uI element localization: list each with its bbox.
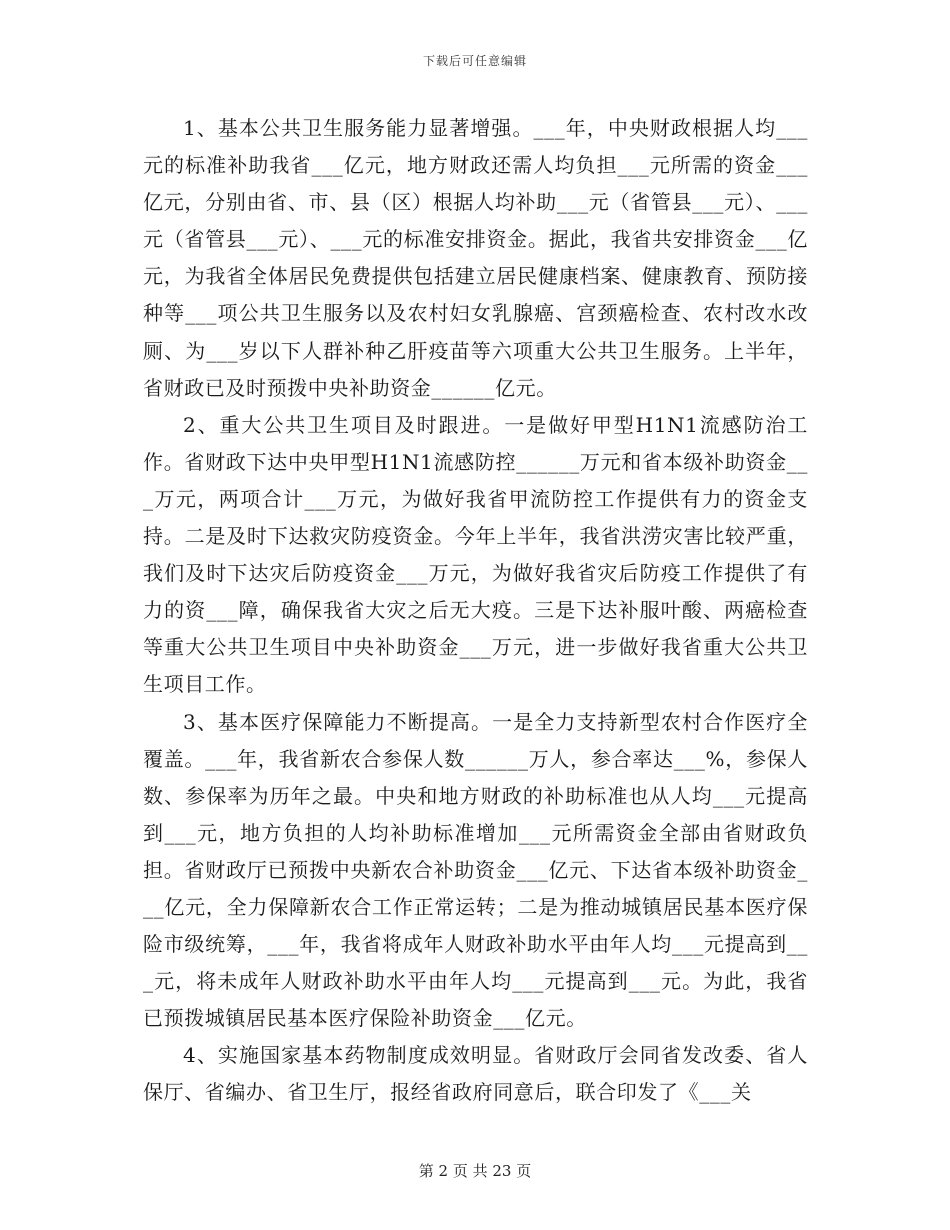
document-body	[143, 110, 808, 1112]
paragraph-4: 4、实施国家基本药物制度成效明显。省财政厅会同省发改委、省人保厅、省编办、省卫生厅，报经省政府同意后，联合印发了《___关	[143, 1043, 808, 1105]
paragraph-2: 2、重大公共卫生项目及时跟进。一是做好甲型H1N1流感防治工作。省财政下达中央甲型H1N1流感防控______万元和省本级补助资金___万元，两项合计___万元，为做好我省甲流防控工作提供有力的资金支持。二是及时下达救灾防疫资金。今年上半年，我省洪涝灾害比较严重，我们及时下达灾后防疫资金___万元，为做好我省灾后防疫工作提供了有力的资___障，确保我省大灾之后无大疫。三是下达补服叶酸、两癌检查等重大公共卫生项目中央补助资金___万元，进一步做好我省重大公共卫生项目工作。	[143, 412, 808, 697]
page-header: 下载后可任意编辑	[422, 54, 527, 68]
paragraph-3: 3、基本医疗保障能力不断提高。一是全力支持新型农村合作医疗全覆盖。___年，我省新农合参保人数______万人，参合率达___%，参保人数、参保率为历年之最。中央和地方财政的补助标准也从人均___元提高到___元，地方负担的人均补助标准增加___元所需资金全部由省财政负担。省财政厅已预拨中央新农合补助资金___亿元、下达省本级补助资金___亿元，全力保障新农合工作正常运转；二是为推动城镇居民基本医疗保险市级统筹，___年，我省将成年人财政补助水平由年人均___元提高到___元，将未成年人财政补助水平由年人均___元提高到___元。为此，我省已预拨城镇居民基本医疗保险补助资金___亿元。	[143, 709, 808, 1031]
paragraph-1: 1、基本公共卫生服务能力显著增强。___年，中央财政根据人均___元的标准补助我省___亿元，地方财政还需人均负担___元所需的资金___亿元，分别由省、市、县（区）根据人均补助___元（省管县___元）、___元（省管县___元）、___元的标准安排资金。据此，我省共安排资金___亿元，为我省全体居民免费提供包括建立居民健康档案、健康教育、预防接种等___项公共卫生服务以及农村妇女乳腺癌、宫颈癌检查、农村改水改厕、为___岁以下人群补种乙肝疫苗等六项重大公共卫生服务。上半年，省财政已及时预拨中央补助资金______亿元。	[143, 116, 808, 400]
page-footer: 第 2 页 共 23 页	[418, 1162, 532, 1180]
